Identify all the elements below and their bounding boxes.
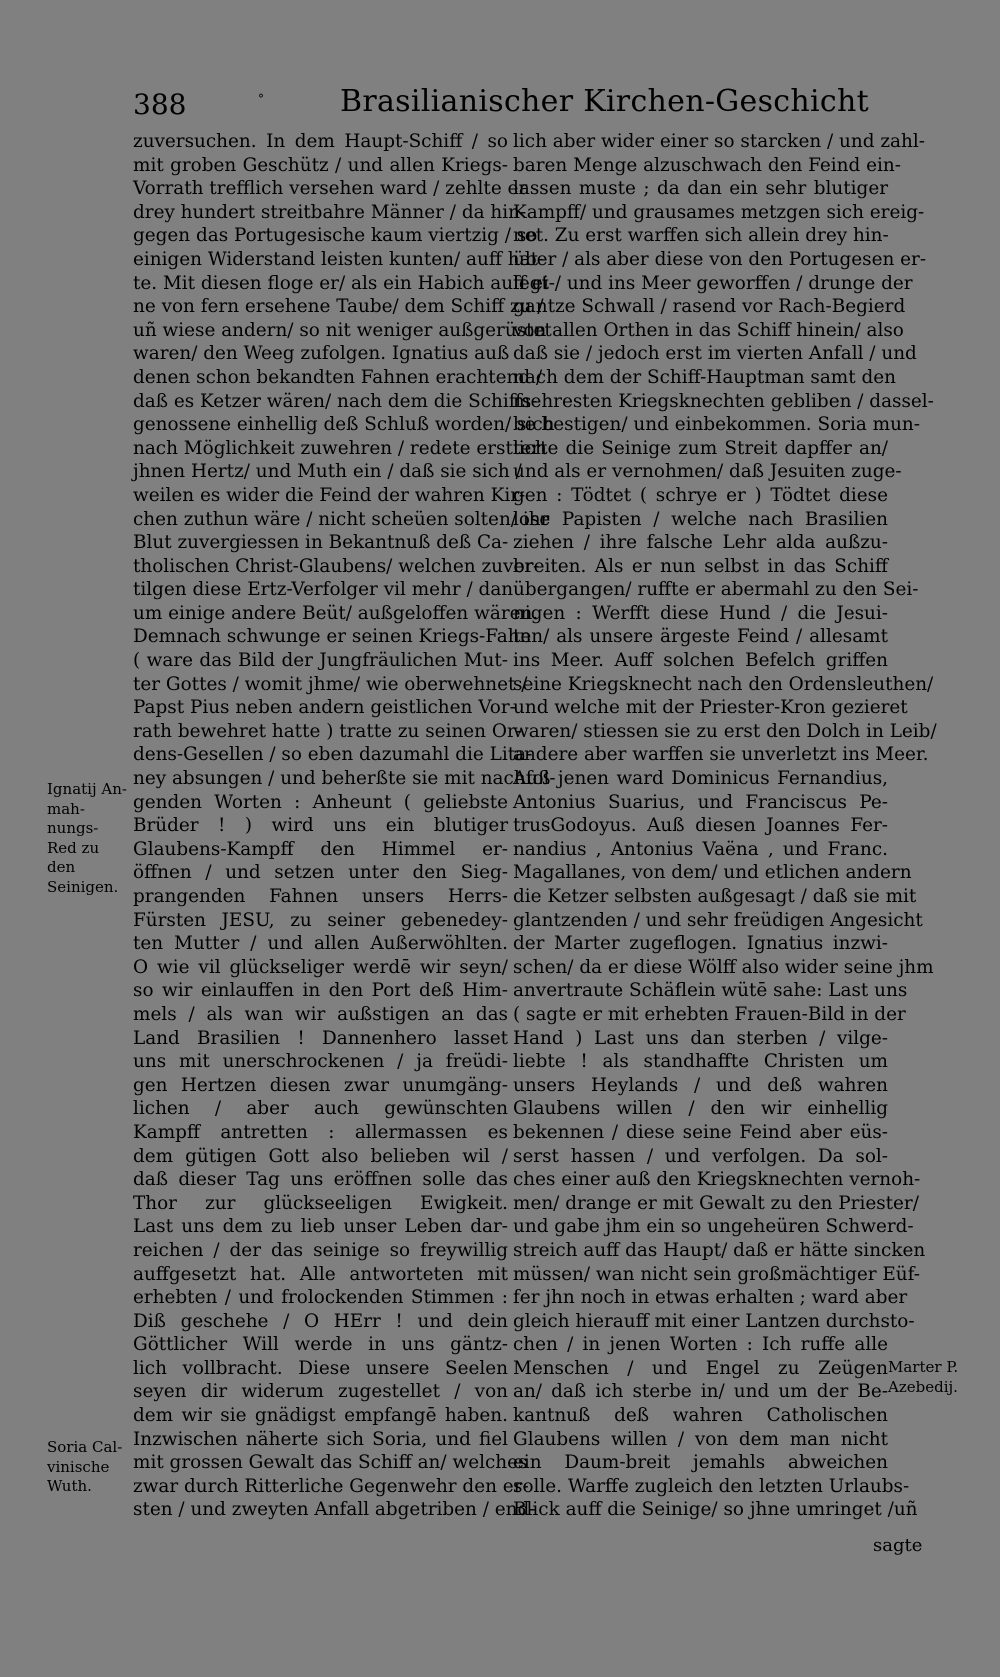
margin-note-martyrdom: Marter P. Azebedij. bbox=[888, 1358, 959, 1396]
text-line: jhnen Hertz/ und Muth ein / daß sie sich / bbox=[133, 461, 522, 483]
text-line: trusGodoyus. Auß diesen Joannes Fer- bbox=[513, 815, 888, 837]
text-line: von allen Orthen in das Schiff hinein/ also bbox=[513, 319, 904, 341]
text-line: daß sie / jedoch erst im vierten Anfall / und bbox=[513, 343, 917, 365]
text-line: gleich hierauff mit einer Lantzen durchsto- bbox=[513, 1310, 915, 1332]
text-line: Brüder ! ) wird uns ein blutiger bbox=[133, 815, 508, 837]
text-line: prangenden Fahnen unsers Herrs- bbox=[133, 886, 508, 907]
text-line: bekennen / diese seine Feind aber eüs- bbox=[513, 1121, 888, 1143]
text-line: nach dem der Schiff-Hauptman samt den bbox=[513, 366, 896, 388]
text-line: ein Daum-breit jemahls abweichen bbox=[513, 1452, 888, 1474]
text-line: ten Mutter / und allen Außerwöhlten. bbox=[133, 933, 508, 955]
text-line: nandius , Antonius Vaëna , und Franc. bbox=[513, 838, 888, 860]
text-line: übergangen/ ruffte er abermahl zu den Sei- bbox=[513, 579, 919, 601]
text-line: Blick auff die Seinige/ so jhne umringet /uñ bbox=[513, 1499, 918, 1521]
text-line: baren Menge alzuschwach den Feind ein- bbox=[513, 154, 901, 176]
text-line: mit groben Geschütz / und allen Kriegs- bbox=[133, 154, 508, 176]
text-line: ( ware das Bild der Jungfräulichen Mut- bbox=[133, 650, 508, 672]
text-line: waren/ den Weeg zufolgen. Ignatius auß bbox=[133, 343, 510, 365]
text-line: ter Gottes / womit jhme/ wie oberwehnet / bbox=[133, 673, 528, 695]
text-line: zwar durch Ritterliche Gegenwehr den er- bbox=[133, 1475, 529, 1497]
text-line: an/ daß ich sterbe in/ und um der Be- bbox=[513, 1381, 888, 1403]
text-line: waren/ stiessen sie zu erst den Dolch in Leib/ bbox=[513, 720, 937, 742]
text-line: Thor zur glückseeligen Ewigkeit. bbox=[133, 1192, 508, 1214]
text-line: müssen/ wan nicht sein großmächtiger Eüf- bbox=[513, 1263, 920, 1285]
text-line: über / als aber diese von den Portugesen er- bbox=[513, 248, 927, 270]
text-line: net. Zu erst warffen sich allein drey hin- bbox=[513, 225, 889, 247]
text-line: Magallanes, von dem/ und etlichen andern bbox=[513, 862, 912, 884]
text-line: und welche mit der Priester-Kron gezieret bbox=[513, 697, 908, 719]
text-line: öffnen / und setzen unter den Sieg- bbox=[133, 862, 508, 884]
text-line: dem gütigen Gott also belieben wil / bbox=[133, 1145, 508, 1167]
text-line: Demnach schwunge er seinen Kriegs-Fahn bbox=[133, 626, 532, 648]
text-line: lassen muste ; da dan ein sehr blutiger bbox=[513, 178, 888, 200]
text-line: nach Möglichkeit zuwehren / redete erstlich bbox=[133, 437, 547, 459]
text-line: legt / und ins Meer geworffen / drunge der bbox=[513, 272, 913, 294]
text-line: dem wir sie gnädigst empfangē haben. bbox=[133, 1405, 508, 1427]
text-line: Blut zuvergiessen in Bekantnuß deß Ca- bbox=[133, 532, 509, 554]
text-line: genossene einhellig deß Schluß worden/ sich bbox=[133, 414, 555, 436]
text-line: daß es Ketzer wären/ nach dem die Schiffs- bbox=[133, 390, 538, 412]
text-line: Kampff/ und grausames metzgen sich ereig- bbox=[513, 201, 925, 223]
text-line: Kampff antretten : allermassen es bbox=[133, 1121, 508, 1143]
text-line: und gabe jhm ein so ungeheüren Schwerd- bbox=[513, 1216, 914, 1238]
text-line: gen : Tödtet ( schrye er ) Tödtet diese bbox=[513, 484, 888, 506]
text-line: Diß geschehe / O HErr ! und dein bbox=[133, 1310, 508, 1332]
text-line: Fürsten JESU, zu seiner gebenedey- bbox=[133, 909, 508, 931]
text-line: um einige andere Beüt/ außgeloffen wären. bbox=[133, 602, 539, 624]
text-line: chen / in jenen Worten : Ich ruffe alle bbox=[513, 1334, 888, 1356]
text-line: andere aber warffen sie unverletzt ins Meer. bbox=[513, 744, 929, 766]
left-text-column bbox=[133, 130, 556, 1522]
text-line: chen zuthun wäre / nicht scheüen solten/ ihr bbox=[133, 508, 550, 530]
text-line: mit grossen Gewalt das Schiff an/ welches bbox=[133, 1452, 528, 1474]
text-line: uñ wiese andern/ so nit weniger außgerüstet bbox=[133, 319, 552, 341]
text-line: ne von fern ersehene Taube/ dem Schiff zu / bbox=[133, 296, 544, 318]
text-line: Antonius Suarius, und Franciscus Pe- bbox=[513, 791, 888, 813]
catchword: sagte bbox=[873, 1535, 923, 1556]
text-line: schen/ da er diese Wölff also wider seine jhm bbox=[513, 956, 934, 978]
text-line: daß dieser Tag uns eröffnen solle das bbox=[133, 1169, 508, 1191]
text-line: genden Worten : Anheunt ( geliebste bbox=[133, 791, 508, 813]
text-line: Inzwischen näherte sich Soria, und fiel bbox=[133, 1428, 508, 1450]
text-line: unsers Heylands / und deß wahren bbox=[513, 1074, 888, 1096]
text-line: te. Mit diesen floge er/ als ein Habich auff ei- bbox=[133, 272, 555, 294]
text-line: ziehen / ihre falsche Lehr alda außzu- bbox=[513, 532, 888, 554]
text-line: erhebten / und frolockenden Stimmen : bbox=[133, 1287, 508, 1309]
text-line: lich aber wider einer so starcken / und zahl- bbox=[513, 131, 925, 152]
header-ornament: ° bbox=[258, 92, 264, 106]
text-line: kantnuß deß wahren Catholischen bbox=[513, 1405, 888, 1427]
text-line: Göttlicher Will werde in uns gäntz- bbox=[133, 1334, 508, 1356]
text-line: lichen / aber auch gewünschten bbox=[133, 1098, 508, 1120]
text-line: die Ketzer selbsten außgesagt / daß sie mit bbox=[513, 886, 917, 907]
text-line: nigen : Werfft diese Hund / die Jesui- bbox=[513, 602, 888, 624]
text-line: tholischen Christ-Glaubens/ welchen zuver- bbox=[133, 555, 540, 577]
text-line: Glaubens-Kampff den Himmel er- bbox=[133, 838, 508, 860]
text-line: terte die Seinige zum Streit dapffer an/ bbox=[513, 437, 888, 459]
text-line: weilen es wider die Feind der wahren Kir- bbox=[133, 484, 526, 506]
text-line: gen Hertzen diesen zwar unumgäng- bbox=[133, 1074, 508, 1096]
text-line: lose Papisten / welche nach Brasilien bbox=[513, 508, 888, 530]
text-line: Last uns dem zu lieb unser Leben dar- bbox=[133, 1216, 508, 1238]
text-line: seyen dir widerum zugestellet / von bbox=[133, 1381, 508, 1403]
running-head: Brasilianischer Kirchen-Geschicht bbox=[340, 84, 869, 119]
text-line: sten / und zweyten Anfall abgetriben / end- bbox=[133, 1499, 536, 1521]
text-line: streich auff das Haupt/ daß er hätte sincken bbox=[513, 1239, 926, 1261]
text-line: anvertraute Schäflein wütē sahe: Last uns bbox=[513, 980, 908, 1002]
text-line: mehresten Kriegsknechten gebliben / dassel- bbox=[513, 390, 934, 412]
page-number: 388 bbox=[133, 88, 187, 121]
text-line: Glaubens willen / von dem man nicht bbox=[513, 1428, 888, 1450]
text-line: mels / als wan wir außstigen an das bbox=[133, 1003, 508, 1025]
text-line: tilgen diese Ertz-Verfolger vil mehr / dan bbox=[133, 579, 514, 601]
text-line: seine Kriegsknecht nach den Ordensleuthen/ bbox=[513, 673, 934, 695]
text-line: Glaubens willen / den wir einhellig bbox=[513, 1098, 888, 1120]
text-line: O wie vil glückseliger werdē wir seyn/ bbox=[133, 956, 508, 978]
text-line: glantzenden / und sehr freüdigen Angesicht bbox=[513, 909, 923, 931]
text-line: ches einer auß den Kriegsknechten vernoh- bbox=[513, 1169, 921, 1191]
text-line: einigen Widerstand leisten kunten/ auff hat- bbox=[133, 248, 545, 270]
text-line: dens-Gesellen / so eben dazumahl die Lita- bbox=[133, 744, 533, 766]
text-line: uns mit unerschrockenen / ja freüdi- bbox=[133, 1051, 508, 1073]
text-line: Papst Pius neben andern geistlichen Vor- bbox=[133, 697, 516, 719]
text-line: breiten. Als er nun selbst in das Schiff bbox=[513, 555, 888, 577]
text-line: be bestigen/ und einbekommen. Soria mun- bbox=[513, 414, 920, 436]
text-line: denen schon bekandten Fahnen erachtend / bbox=[133, 366, 543, 388]
text-line: liebte ! als standhaffte Christen um bbox=[513, 1051, 888, 1073]
text-line: solle. Warffe zugleich den letzten Urlaubs- bbox=[513, 1475, 910, 1497]
text-line: ins Meer. Auff solchen Befelch griffen bbox=[513, 650, 888, 672]
text-line: Auß jenen ward Dominicus Fernandius, bbox=[513, 768, 888, 790]
text-line: rath bewehret hatte ) tratte zu seinen Or- bbox=[133, 720, 522, 742]
text-line: reichen / der das seinige so freywillig bbox=[133, 1239, 508, 1261]
text-line: so wir einlauffen in den Port deß Him- bbox=[133, 980, 508, 1002]
text-line: Hand ) Last uns dan sterben / vilge- bbox=[513, 1027, 888, 1049]
text-line: serst hassen / und verfolgen. Da sol- bbox=[513, 1145, 888, 1167]
text-line: gegen das Portugesische kaum viertzig / so bbox=[133, 225, 538, 247]
margin-note-ignatius: Ignatij An- mah- nungs- Red zu den Seinigen. bbox=[47, 780, 127, 896]
text-line: ( sagte er mit erhebten Frauen-Bild in der bbox=[513, 1003, 906, 1025]
text-line: Menschen / und Engel zu Zeügen bbox=[513, 1357, 888, 1379]
text-line: der Marter zugeflogen. Ignatius inzwi- bbox=[513, 933, 888, 955]
text-line: gantze Schwall / rasend vor Rach-Begierd bbox=[513, 296, 906, 318]
text-line: Land Brasilien ! Dannenhero lasset bbox=[133, 1027, 508, 1049]
text-line: ten/ als unsere ärgeste Feind / allesamt bbox=[513, 626, 888, 648]
text-line: drey hundert streitbahre Männer / da hin- bbox=[133, 201, 527, 223]
text-line: zuversuchen. In dem Haupt-Schiff / so bbox=[133, 131, 508, 152]
text-line: und als er vernohmen/ daß Jesuiten zuge- bbox=[513, 461, 902, 483]
text-line: lich vollbracht. Diese unsere Seelen bbox=[133, 1357, 508, 1379]
text-line: auffgesetzt hat. Alle antworteten mit bbox=[133, 1263, 508, 1285]
margin-note-soria: Soria Cal- vinische Wuth. bbox=[47, 1438, 123, 1495]
text-line: men/ drange er mit Gewalt zu den Priester/ bbox=[513, 1192, 919, 1214]
text-line: Vorrath trefflich versehen ward / zehlte er bbox=[133, 178, 528, 200]
text-line: ney absungen / und beherßte sie mit nachfol- bbox=[133, 768, 556, 790]
text-line: fer jhn noch in etwas erhalten ; ward aber bbox=[513, 1287, 908, 1309]
